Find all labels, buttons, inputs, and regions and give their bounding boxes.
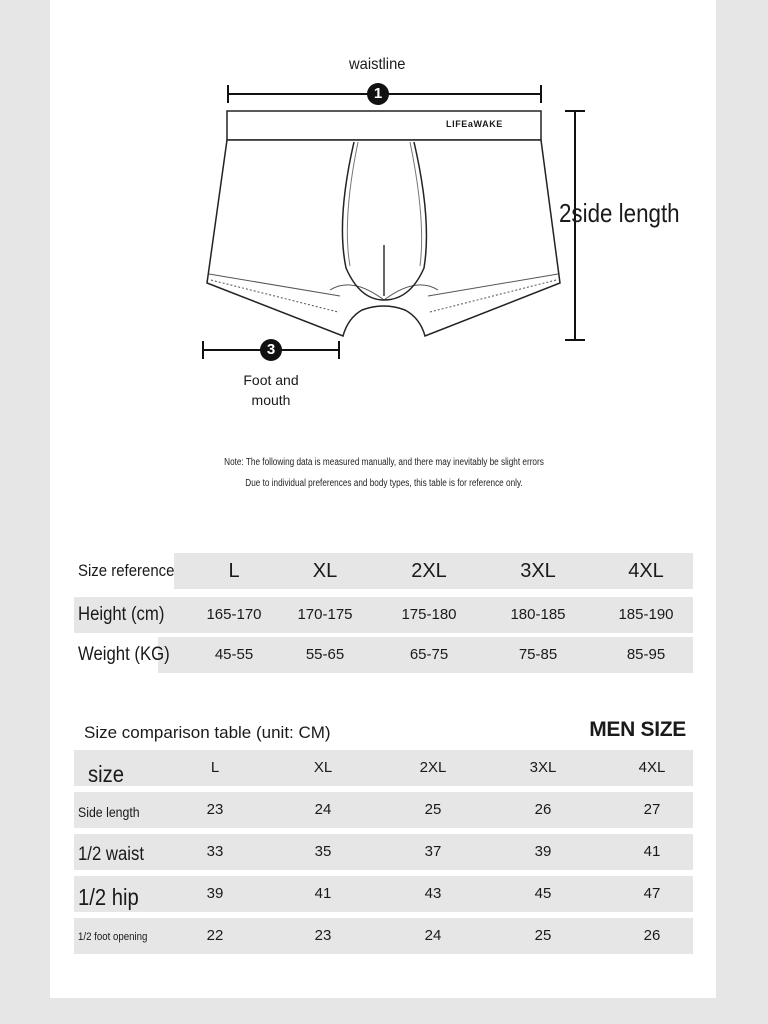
size-header-cell: XL <box>312 560 338 582</box>
comparison-header-row <box>74 750 693 786</box>
weight-cell: 45-55 <box>214 646 254 663</box>
waistline-label: waistline <box>349 56 406 73</box>
half-foot-opening-cell: 22 <box>206 927 224 944</box>
size-header-cell: 4XL <box>628 560 664 582</box>
size-header-cell: 3XL <box>520 560 556 582</box>
half-hip-row <box>74 876 693 912</box>
waistline-number-badge: 1 <box>367 83 389 105</box>
size-reference-header-row <box>74 553 693 589</box>
side-length-cell: 23 <box>206 801 224 818</box>
half-foot-opening-row-label: 1/2 foot opening <box>78 931 148 943</box>
height-row <box>74 597 693 633</box>
foot-opening-number-badge: 3 <box>260 339 282 361</box>
comparison-size-cell: 4XL <box>638 759 666 776</box>
half-foot-opening-cell: 24 <box>424 927 442 944</box>
half-hip-cell: 45 <box>534 885 552 902</box>
brand-logo: LIFEaWAKE <box>446 119 503 129</box>
reference-note: Due to individual preferences and body types, this table is for reference only. <box>245 478 523 489</box>
men-size-label: MEN SIZE <box>589 718 686 741</box>
comparison-size-cell: L <box>210 759 220 776</box>
comparison-size-cell: 3XL <box>529 759 557 776</box>
side-length-label: 2side length <box>559 198 680 228</box>
height-label: Height (cm) <box>78 604 165 625</box>
half-foot-opening-cell: 25 <box>534 927 552 944</box>
size-header-cell: 2XL <box>411 560 447 582</box>
half-hip-cell: 41 <box>314 885 332 902</box>
half-waist-cell: 37 <box>424 843 442 860</box>
comparison-size-cell: 2XL <box>419 759 447 776</box>
measurement-note: Note: The following data is measured manually, and there may inevitably be slight errors <box>224 457 544 468</box>
half-waist-cell: 35 <box>314 843 332 860</box>
half-foot-opening-cell: 26 <box>643 927 661 944</box>
side-length-row-label: Side length <box>78 804 140 820</box>
half-waist-cell: 33 <box>206 843 224 860</box>
foot-opening-label: Foot and mouth <box>243 372 299 408</box>
weight-cell: 55-65 <box>305 646 345 663</box>
half-hip-cell: 43 <box>424 885 442 902</box>
trunk-outline <box>207 140 560 336</box>
half-foot-opening-row <box>74 918 693 954</box>
half-hip-cell: 39 <box>206 885 224 902</box>
height-cell: 165-170 <box>206 606 262 623</box>
half-waist-cell: 41 <box>643 843 661 860</box>
side-length-cell: 27 <box>643 801 661 818</box>
height-cell: 175-180 <box>401 606 457 623</box>
size-column-label: size <box>88 761 124 787</box>
half-waist-row <box>74 834 693 870</box>
weight-cell: 85-95 <box>626 646 666 663</box>
size-header-cell: L <box>228 560 240 582</box>
side-length-cell: 24 <box>314 801 332 818</box>
side-length-row <box>74 792 693 828</box>
half-hip-cell: 47 <box>643 885 661 902</box>
height-cell: 180-185 <box>510 606 566 623</box>
weight-row <box>74 637 693 673</box>
size-reference-label: Size reference <box>78 561 175 580</box>
comparison-size-cell: XL <box>313 759 333 776</box>
half-hip-row-label: 1/2 hip <box>78 884 139 910</box>
height-cell: 170-175 <box>297 606 353 623</box>
weight-label: Weight (KG) <box>78 644 170 665</box>
height-cell: 185-190 <box>618 606 674 623</box>
side-length-cell: 26 <box>534 801 552 818</box>
side-length-cell: 25 <box>424 801 442 818</box>
weight-cell: 65-75 <box>409 646 449 663</box>
half-foot-opening-cell: 23 <box>314 927 332 944</box>
half-waist-row-label: 1/2 waist <box>78 844 144 865</box>
comparison-table-title: Size comparison table (unit: CM) <box>74 718 314 748</box>
half-waist-cell: 39 <box>534 843 552 860</box>
weight-cell: 75-85 <box>518 646 558 663</box>
